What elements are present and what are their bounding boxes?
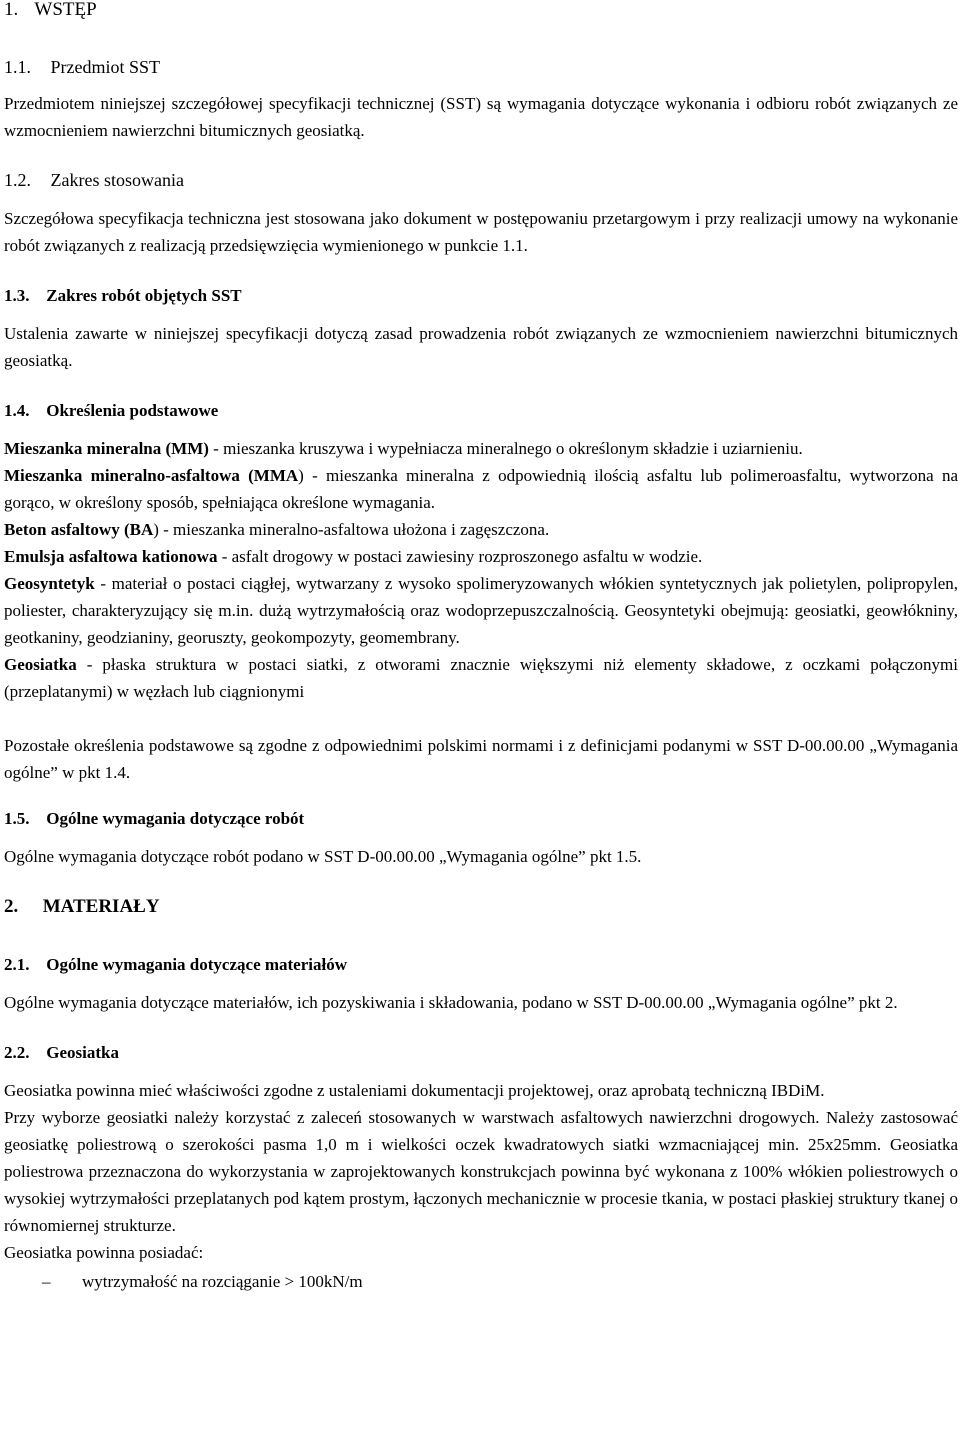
heading-title: Zakres robót objętych SST <box>46 286 242 305</box>
paragraph-1-1: Przedmiotem niniejszej szczegółowej specyfikacji technicznej (SST) są wymagania dotyczące wykonania i odbioru robót związanych ze wzmocnieniem nawierzchni bitumicznych geosiatką. <box>4 94 958 140</box>
heading-title: Zakres stosowania <box>50 170 184 190</box>
heading-number: 1.2. <box>4 170 31 190</box>
list-item-text: wytrzymałość na rozciąganie > 100kN/m <box>82 1272 363 1291</box>
heading-number: 1.1. <box>4 57 31 77</box>
paragraph-1-4-other: Pozostałe określenia podstawowe są zgodne z odpowiednimi polskimi normami i z definicjami podanymi w SST D-00.00.00 „Wymagania ogólne” w pkt 1.4. <box>4 736 958 782</box>
definition-term: Mieszanka mineralna (MM) <box>4 439 209 458</box>
definition-text: ) - mieszanka mineralno-asfaltowa ułożona i zagęszczona. <box>153 520 550 539</box>
paragraph-2-2-1: Geosiatka powinna mieć właściwości zgodne z ustaleniami dokumentacji projektowej, oraz aprobatą techniczną IBDiM. <box>4 1081 825 1100</box>
definition-text: - płaska struktura w postaci siatki, z otworami znacznie większymi niż elementy składowe, z oczkami połączonymi (przeplatanymi) w węzłach lub ciągnionymi <box>4 655 958 701</box>
heading-1-5 <box>4 805 958 832</box>
definition-term: Beton asfaltowy (BA <box>4 520 154 539</box>
heading-title: Ogólne wymagania dotyczące robót <box>46 809 305 828</box>
heading-title: MATERIAŁY <box>42 896 160 917</box>
heading-number: 1. <box>4 0 19 20</box>
heading-2-1 <box>4 951 958 978</box>
definition-text: ) - mieszanka mineralna z odpowiednią ilością asfaltu lub polimeroasfaltu, wytworzona na gorąco, w określony sposób, spełniająca określone wymagania. <box>4 466 958 512</box>
paragraph-1-3: Ustalenia zawarte w niniejszej specyfikacji dotyczą zasad prowadzenia robót związanych ze wzmocnieniem nawierzchni bitumicznych geosiatką. <box>4 324 958 370</box>
definition-item <box>4 462 958 516</box>
list-item <box>4 1268 958 1295</box>
heading-title: Przedmiot SST <box>50 57 161 77</box>
definition-item <box>4 435 958 462</box>
heading-2-2 <box>4 1039 958 1066</box>
definition-item <box>4 651 958 705</box>
definition-text: - asfalt drogowy w postaci zawiesiny rozproszonego asfaltu w wodzie. <box>217 547 703 566</box>
paragraph-2-1: Ogólne wymagania dotyczące materiałów, ich pozyskiwania i składowania, podano w SST D-00.00.00 „Wymagania ogólne” pkt 2. <box>4 993 898 1012</box>
heading-title: Geosiatka <box>46 1043 119 1062</box>
heading-1-1 <box>4 54 958 81</box>
heading-title: Określenia podstawowe <box>46 401 219 420</box>
paragraph-1-2: Szczegółowa specyfikacja techniczna jest stosowana jako dokument w postępowaniu przetargowym i przy realizacji umowy na wykonanie robót związanych z realizacją przedsięwzięcia wymienionego w punkcie 1.1. <box>4 209 958 255</box>
heading-1 <box>4 0 958 23</box>
heading-1-4 <box>4 397 958 424</box>
paragraph-2-2-3: Geosiatka powinna posiadać: <box>4 1243 204 1262</box>
heading-number: 2.2. <box>4 1043 30 1062</box>
heading-number: 1.5. <box>4 809 30 828</box>
definition-text: - materiał o postaci ciągłej, wytwarzany z wysoko spolimeryzowanych włókien syntetycznych jak polietylen, polipropylen, poliester, charakteryzujący się m.in. dużą wytrzymałością oraz wodoprzepuszczalnością. Geosyntetyki obejmują: geosiatki, geowłókniny, geotkaniny, geodzianiny, georuszty, geokompozyty, geomembrany. <box>4 574 958 647</box>
heading-number: 2. <box>4 896 19 917</box>
definition-item <box>4 570 958 651</box>
heading-number: 1.4. <box>4 401 30 420</box>
paragraph-1-5: Ogólne wymagania dotyczące robót podano w SST D-00.00.00 „Wymagania ogólne” pkt 1.5. <box>4 847 642 866</box>
definition-item <box>4 543 958 570</box>
heading-number: 2.1. <box>4 955 30 974</box>
dash-bullet-icon: – <box>42 1272 51 1291</box>
heading-1-2 <box>4 167 958 194</box>
paragraph-2-2-2: Przy wyborze geosiatki należy korzystać z zaleceń stosowanych w warstwach asfaltowych nawierzchni drogowych. Należy zastosować geosiatkę poliestrową o szerokości pasma 1,0 m i wielkości oczek kwadratowych siatki wzmacniającej min. 25x25mm. Geosiatka poliestrowa przeznaczona do wykorzystania w zaprojektowanych konstrukcjach powinna być wykonana z 100% włókien poliestrowych o wysokiej wytrzymałości przeplatanych pod kątem prostym, łączonych mechanicznie w procesie tkania, w postaci płaskiej struktury tkanej o równomiernej strukturze. <box>4 1108 958 1235</box>
heading-number: 1.3. <box>4 286 30 305</box>
heading-title: Ogólne wymagania dotyczące materiałów <box>46 955 347 974</box>
definition-term: Mieszanka mineralno-asfaltowa (MMA <box>4 466 299 485</box>
definition-item <box>4 516 958 543</box>
heading-title: WSTĘP <box>34 0 97 20</box>
definition-term: Geosiatka <box>4 655 77 674</box>
definition-term: Geosyntetyk <box>4 574 95 593</box>
definition-term: Emulsja asfaltowa kationowa <box>4 547 218 566</box>
heading-2 <box>4 893 958 920</box>
definition-text: - mieszanka kruszywa i wypełniacza mineralnego o określonym składzie i uziarnieniu. <box>208 439 803 458</box>
heading-1-3 <box>4 282 958 309</box>
